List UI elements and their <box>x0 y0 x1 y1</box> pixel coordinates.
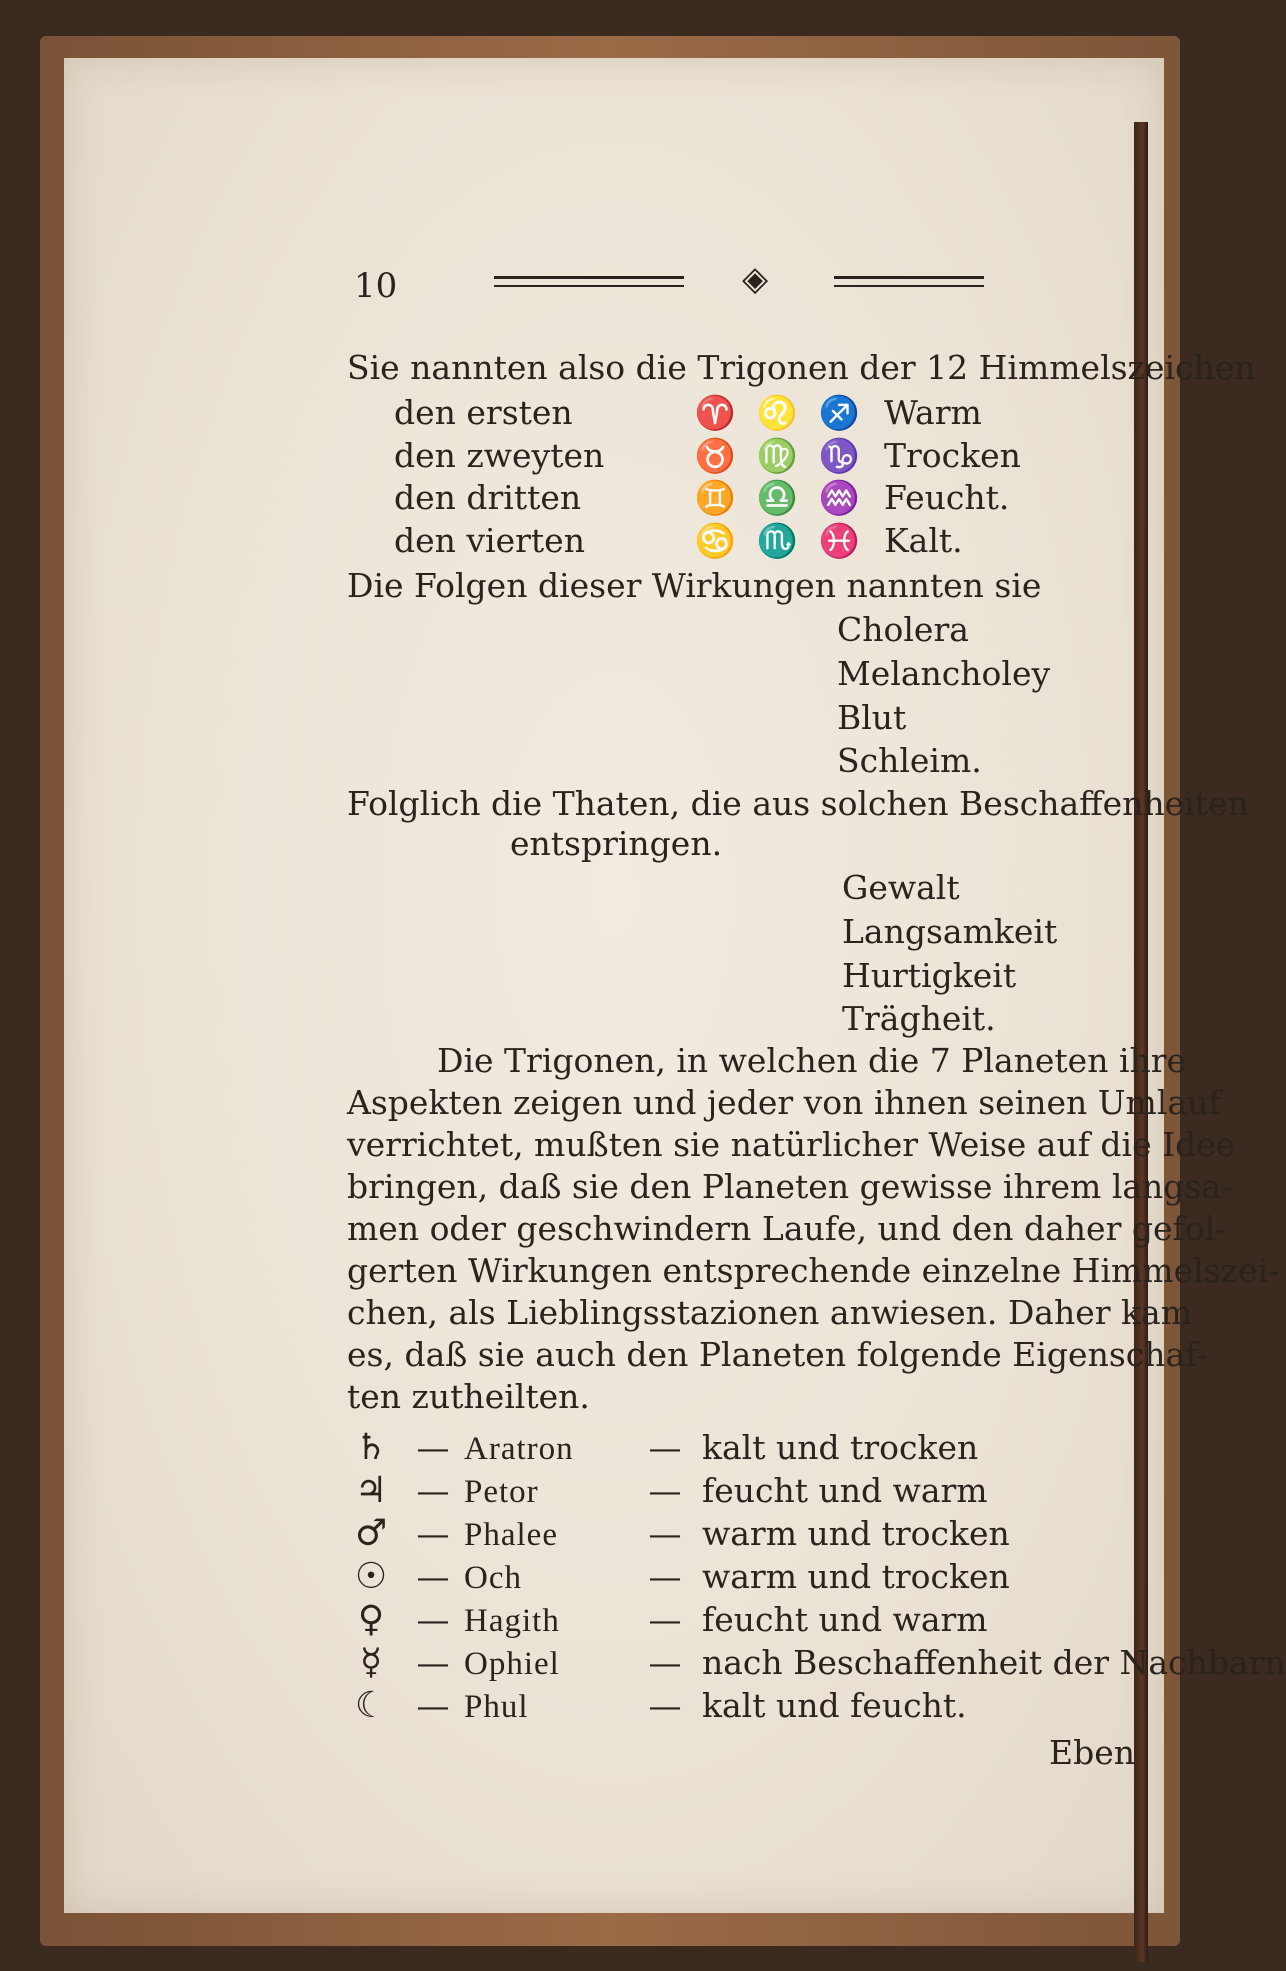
planet-properties: feucht und warm <box>702 1600 988 1639</box>
deed-item: Langsamkeit <box>842 912 1058 951</box>
page-number: 10 <box>354 266 398 306</box>
humor-item: Cholera <box>837 610 969 649</box>
planet-row <box>340 1643 1286 1684</box>
zodiac-sign-icon: ♍ <box>756 436 798 475</box>
planet-symbol-icon: ☿ <box>359 1642 383 1683</box>
planet-properties: nach Beschaffenheit der Nachbarn <box>702 1643 1286 1682</box>
catchword: Eben <box>1049 1733 1135 1772</box>
zodiac-row <box>394 393 982 433</box>
zodiac-sign-icon: ♏ <box>756 521 798 560</box>
planet-spirit-name: Hagith <box>464 1603 560 1639</box>
zodiac-sign-icon: ♑ <box>818 436 860 475</box>
planet-symbol-icon: ☉ <box>354 1556 388 1597</box>
zodiac-row <box>394 478 1009 518</box>
dash: — <box>648 1686 682 1725</box>
paragraph-line: bringen, daß sie den Planeten gewisse ihrem langsa- <box>347 1167 1233 1206</box>
dash: — <box>416 1686 450 1725</box>
dash: — <box>648 1514 682 1553</box>
paragraph-line: gerten Wirkungen entsprechende einzelne Himmelszei- <box>347 1251 1280 1290</box>
zodiac-quality: Kalt. <box>884 521 963 560</box>
paragraph-line: Aspekten zeigen und jeder von ihnen seinen Umlauf <box>347 1083 1221 1122</box>
planet-symbol-icon: ♄ <box>354 1427 388 1468</box>
humor-item: Schleim. <box>837 741 982 780</box>
header-rule-right <box>834 276 984 287</box>
zodiac-sign-icon: ♎ <box>756 478 798 517</box>
planet-spirit-name: Phalee <box>464 1517 558 1553</box>
dash: — <box>648 1428 682 1467</box>
planet-properties: warm und trocken <box>702 1557 1010 1596</box>
header-ornament: ◈ <box>742 259 769 299</box>
planet-spirit-name: Ophiel <box>464 1646 560 1682</box>
text-line: Sie nannten also die Trigonen der 12 Himmelszeichen <box>347 348 1256 387</box>
zodiac-quality: Feucht. <box>884 478 1010 517</box>
planet-properties: feucht und warm <box>702 1471 988 1510</box>
zodiac-sign-icon: ♈ <box>694 393 736 432</box>
dash: — <box>648 1557 682 1596</box>
paragraph-line: chen, als Lieblingsstazionen anwiesen. Daher kam <box>347 1293 1192 1332</box>
planet-spirit-name: Phul <box>464 1689 529 1725</box>
planet-spirit-name: Aratron <box>464 1431 574 1467</box>
dash: — <box>416 1557 450 1596</box>
zodiac-label: den zweyten <box>394 436 605 475</box>
planet-properties: kalt und trocken <box>702 1428 979 1467</box>
page-content <box>64 58 1286 1913</box>
planet-spirit-name: Och <box>464 1560 522 1596</box>
planet-row <box>340 1600 988 1641</box>
planet-row <box>340 1514 1010 1555</box>
planet-properties: warm und trocken <box>702 1514 1010 1553</box>
zodiac-sign-icon: ♐ <box>818 393 860 432</box>
dash: — <box>416 1471 450 1510</box>
deed-item: Hurtigkeit <box>842 956 1017 995</box>
dash: — <box>416 1428 450 1467</box>
text-line: Die Folgen dieser Wirkungen nannten sie <box>347 566 1042 605</box>
paragraph-line: ten zutheilten. <box>347 1377 590 1416</box>
planet-symbol-icon: ♀ <box>357 1599 385 1640</box>
deed-item: Gewalt <box>842 868 960 907</box>
planet-symbol-icon: ☾ <box>354 1685 388 1726</box>
zodiac-label: den ersten <box>394 393 573 432</box>
zodiac-sign-icon: ♉ <box>694 436 736 475</box>
planet-spirit-name: Petor <box>464 1474 539 1510</box>
humor-item: Blut <box>837 698 907 737</box>
zodiac-quality: Trocken <box>884 436 1021 475</box>
text-line: Folglich die Thaten, die aus solchen Beschaffenheiten <box>347 784 1249 823</box>
paragraph-line: es, daß sie auch den Planeten folgende Eigenschaf- <box>347 1335 1208 1374</box>
planet-row <box>340 1557 1010 1598</box>
paragraph-line: verrichtet, mußten sie natürlicher Weise auf die Idee <box>347 1125 1236 1164</box>
header-rule-left <box>494 276 684 287</box>
planet-row <box>340 1471 988 1512</box>
book-page <box>64 58 1286 1913</box>
dash: — <box>648 1471 682 1510</box>
zodiac-sign-icon: ♋ <box>694 521 736 560</box>
planet-row <box>340 1428 978 1469</box>
zodiac-sign-icon: ♒ <box>818 478 860 517</box>
planet-symbol-icon: ♂ <box>354 1513 388 1554</box>
zodiac-row <box>394 436 1021 476</box>
zodiac-quality: Warm <box>884 393 982 432</box>
humor-item: Melancholey <box>837 654 1051 693</box>
dash: — <box>648 1600 682 1639</box>
text-line: entspringen. <box>510 824 723 863</box>
zodiac-label: den vierten <box>394 521 585 560</box>
paragraph-line: men oder geschwindern Laufe, und den daher gefol- <box>347 1209 1227 1248</box>
dash: — <box>416 1514 450 1553</box>
planet-properties: kalt und feucht. <box>702 1686 967 1725</box>
zodiac-label: den dritten <box>394 478 582 517</box>
zodiac-row <box>394 521 963 561</box>
deed-item: Trägheit. <box>842 999 996 1038</box>
dash: — <box>416 1600 450 1639</box>
planet-symbol-icon: ♃ <box>354 1470 388 1511</box>
zodiac-sign-icon: ♓ <box>818 521 860 560</box>
zodiac-sign-icon: ♊ <box>694 478 736 517</box>
dash: — <box>416 1643 450 1682</box>
paragraph-line: Die Trigonen, in welchen die 7 Planeten ihre <box>437 1041 1187 1080</box>
dash: — <box>648 1643 682 1682</box>
planet-row <box>340 1686 967 1727</box>
zodiac-sign-icon: ♌ <box>756 393 798 432</box>
